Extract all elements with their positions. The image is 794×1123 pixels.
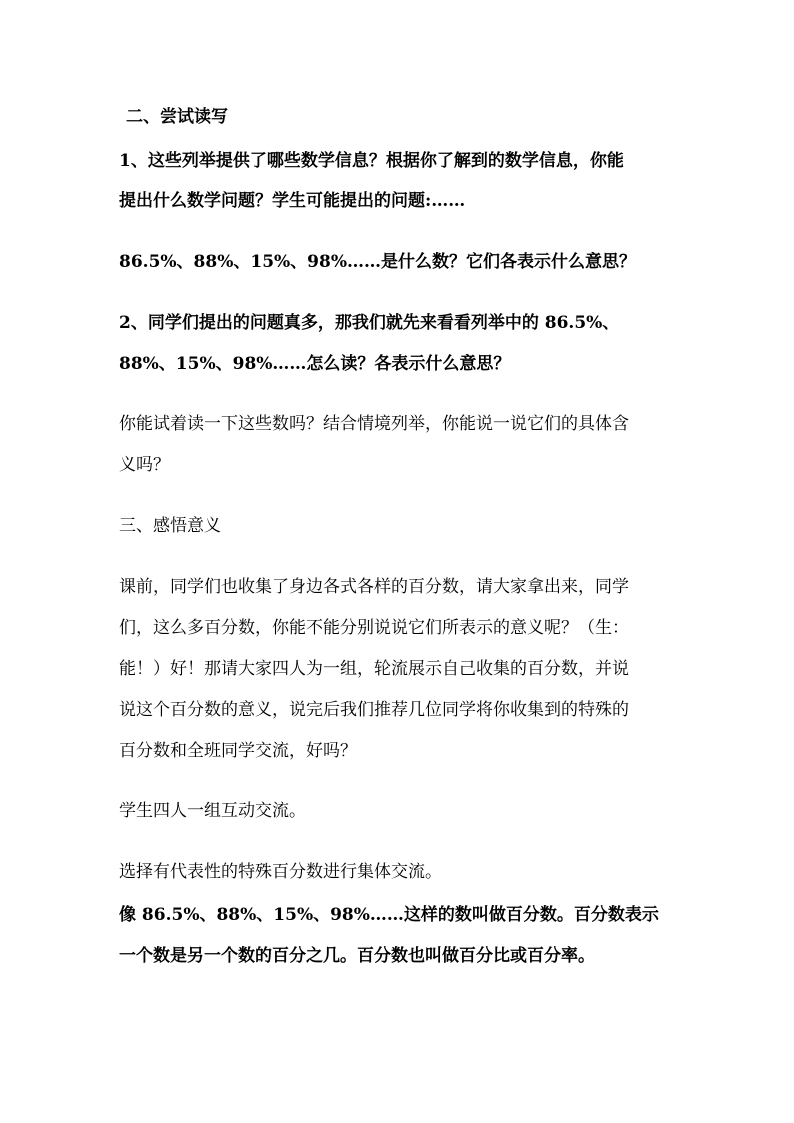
section-heading-understand-meaning: 三、感悟意义 [119,516,221,536]
paragraph-line: 88%、15%、98%……怎么读？各表示什么意思？ [119,354,511,374]
paragraph-line: 一个数是另一个数的百分之几。百分数也叫做百分比或百分率。 [119,946,595,966]
paragraph-line: 1、这些列举提供了哪些数学信息？根据你了解到的数学信息，你能 [119,151,624,171]
paragraph-line: 提出什么数学问题？学生可能提出的问题:…… [119,191,466,211]
section-heading-try-read-write: 二、尝试读写 [126,107,228,127]
paragraph-line: 能！）好！那请大家四人为一组，轮流展示自己收集的百分数，并说 [119,659,629,679]
paragraph-line: 百分数和全班同学交流，好吗？ [119,741,357,761]
paragraph-line: 86.5%、88%、15%、98%……是什么数？它们各表示什么意思？ [119,252,636,272]
paragraph-line: 2、同学们提出的问题真多，那我们就先来看看列举中的 86.5%、 [119,313,620,333]
paragraph-line: 课前，同学们也收集了身边各式各样的百分数，请大家拿出来，同学 [119,577,629,597]
paragraph-line: 像 86.5%、88%、15%、98%……这样的数叫做百分数。百分数表示 [119,905,659,925]
paragraph-line: 你能试着读一下这些数吗？结合情境列举，你能说一说它们的具体含 [119,414,629,434]
paragraph-line: 说这个百分数的意义，说完后我们推荐几位同学将你收集到的特殊的 [119,700,629,720]
paragraph-line: 选择有代表性的特殊百分数进行集体交流。 [119,862,442,882]
paragraph-line: 义吗？ [119,455,170,475]
paragraph-line: 们，这么多百分数，你能不能分别说说它们所表示的意义呢？（生： [119,618,629,638]
paragraph-line: 学生四人一组互动交流。 [119,801,306,821]
